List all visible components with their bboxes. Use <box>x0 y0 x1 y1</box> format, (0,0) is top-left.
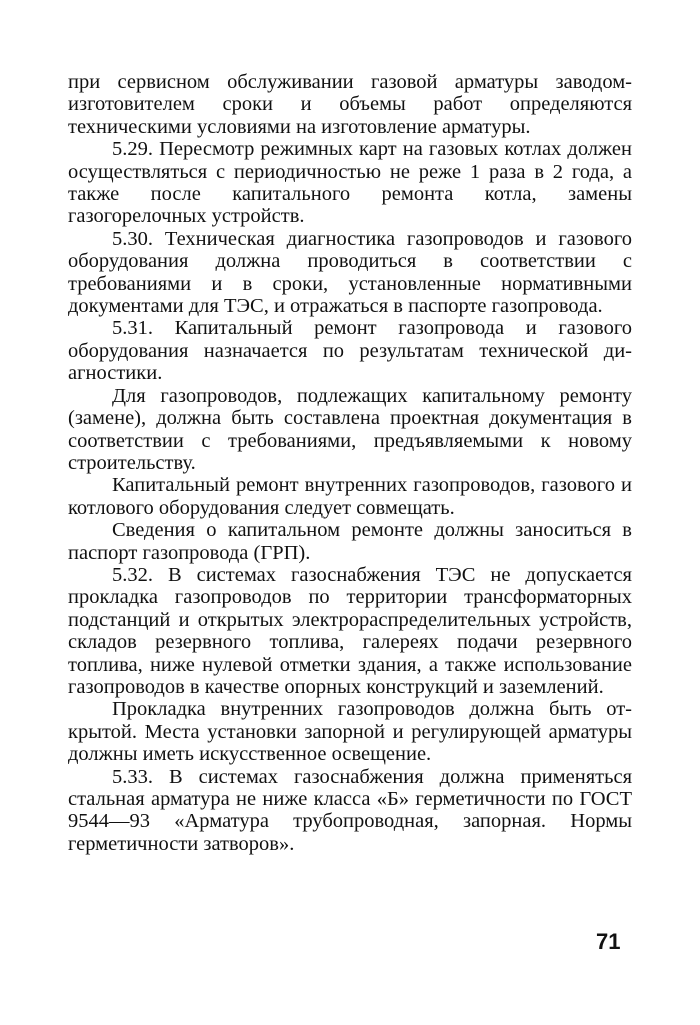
paragraph-continuation: при сервисном обслуживании газовой арматуры заводом-изготовителем сроки и объемы работ определяются техническими условиями на изготовление арматуры. <box>68 71 632 138</box>
paragraph-5-32: 5.32. В системах газоснабжения ТЭС не допускается прокладка газопроводов по территории трансформаторных подстанций и открытых электрораспределительных устройств, складов резервного топлива, галереях подачи резервного топлива, ниже нулевой отметки здания, а также использование газопроводов в качестве опорных конструкций и заземлений. <box>68 563 632 698</box>
paragraph-5-31-passport-record: Сведения о капитальном ремонте должны заноситься в паспорт газопровода (ГРП). <box>68 519 632 564</box>
paragraph-5-31-replacement: Для газопроводов, подлежащих капитальному ремонту (замене), должна быть составлена проектная документация в соответствии с требованиями, предъявляемыми к новому строительству. <box>68 384 632 474</box>
paragraph-5-29: 5.29. Пересмотр режимных карт на газовых котлах должен осуществляться с периодичностью не реже 1 раза в 2 года, а также после капитального ремонта котла, замены газогорелочных устройств. <box>68 138 632 228</box>
paragraph-5-30: 5.30. Техническая диагностика газопроводов и газового оборудования должна проводиться в соответствии с требованиями и в сроки, установленные нормативными документами для ТЭС, и отражаться в паспорте газопровода. <box>68 227 632 318</box>
document-body <box>68 71 632 855</box>
paragraph-5-31: 5.31. Капитальный ремонт газопровода и газового оборудования назначается по результатам технической диагностики. <box>68 317 632 385</box>
paragraph-5-33: 5.33. В системах газоснабжения должна применяться стальная арматура не ниже класса «Б» герметичности по ГОСТ 9544—93 «Арматура трубопроводная, запорная. Нормы герметичности затворов». <box>68 765 632 855</box>
paragraph-5-32-open-laying: Прокладка внутренних газопроводов должна быть открытой. Места установки запорной и регулирующей арматуры должны иметь искусственное освещение. <box>68 698 632 766</box>
page-number: 71 <box>596 929 621 954</box>
paragraph-5-31-combined-repair: Капитальный ремонт внутренних газопроводов, газового и котлового оборудования следует совмещать. <box>68 474 632 519</box>
